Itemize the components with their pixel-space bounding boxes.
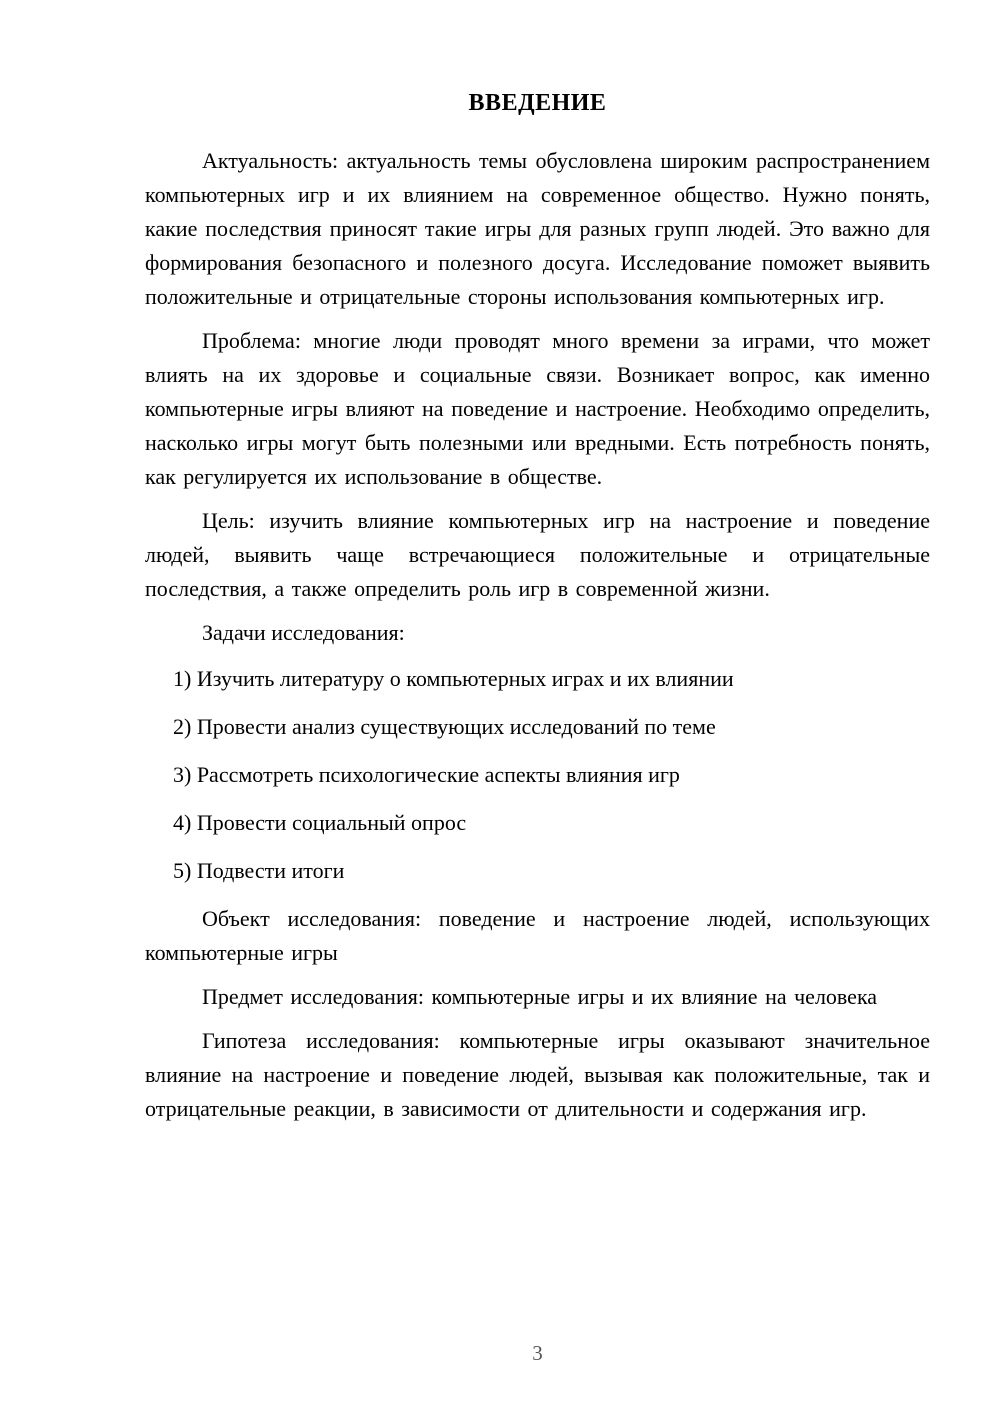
paragraph-predmet: Предмет исследования: компьютерные игры и их влияние на человека xyxy=(202,984,878,1009)
task-item-4: 4) Провести социальный опрос xyxy=(173,810,467,835)
task-list xyxy=(145,662,930,888)
paragraph-problema: Проблема: многие люди проводят много времени за играми, что может влиять на их здоровье и социальные связи. Возникает вопрос, как именно компьютерные игры влияют на поведение и настроение. Необходимо определить, насколько игры могут быть полезными или вредными. Есть потребность понять, как регулируется их использование в обществе. xyxy=(145,328,930,489)
tasks-heading: Задачи исследования: xyxy=(202,620,405,645)
page-title: ВВЕДЕНИЕ xyxy=(468,90,607,116)
paragraph-tsel: Цель: изучить влияние компьютерных игр на настроение и поведение людей, выявить чаще встречающиеся положительные и отрицательные последствия, а также определить роль игр в современной жизни. xyxy=(145,508,930,601)
paragraph-gipoteza: Гипотеза исследования: компьютерные игры оказывают значительное влияние на настроение и поведение людей, вызывая как положительные, так и отрицательные реакции, в зависимости от длительности и содержания игр. xyxy=(145,1028,930,1121)
task-item-3: 3) Рассмотреть психологические аспекты влияния игр xyxy=(173,762,680,787)
page-number: 3 xyxy=(532,1341,543,1365)
task-item-1: 1) Изучить литературу о компьютерных играх и их влиянии xyxy=(173,666,734,691)
task-item-5: 5) Подвести итоги xyxy=(173,858,345,883)
paragraph-aktualnost: Актуальность: актуальность темы обусловлена широким распространением компьютерных игр и их влиянием на современное общество. Нужно понять, какие последствия приносят такие игры для разных групп людей. Это важно для формирования безопасного и полезного досуга. Исследование поможет выявить положительные и отрицательные стороны использования компьютерных игр. xyxy=(145,148,930,309)
paragraph-obyekt: Объект исследования: поведение и настроение людей, использующих компьютерные игры xyxy=(145,906,930,965)
task-item-2: 2) Провести анализ существующих исследований по теме xyxy=(173,714,716,739)
